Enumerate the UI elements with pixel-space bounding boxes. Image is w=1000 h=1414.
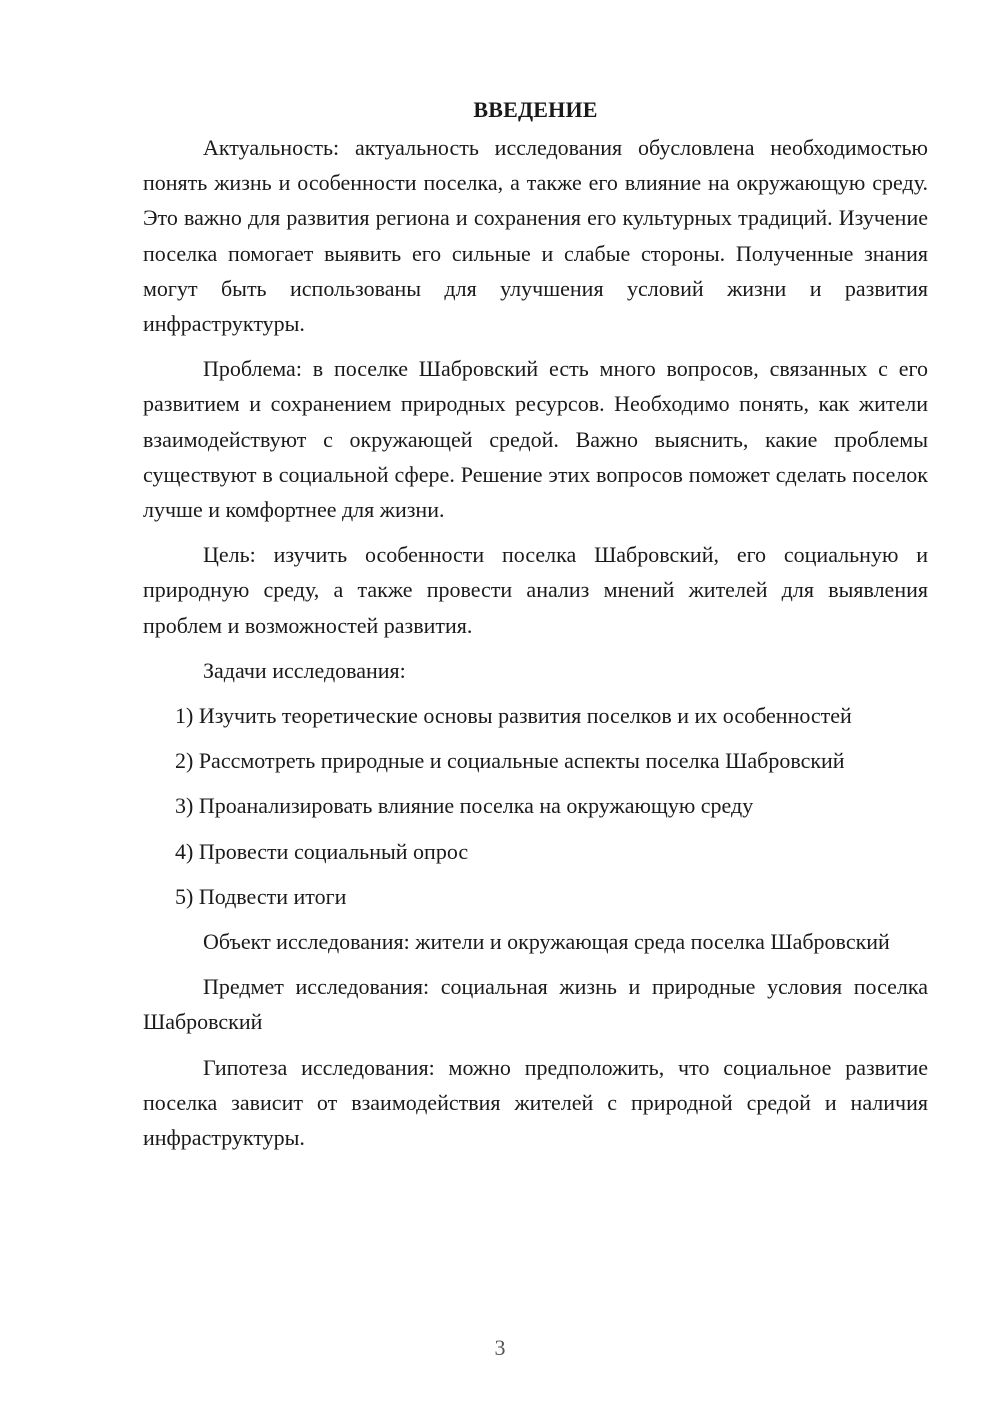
list-item: 5) Подвести итоги [175,883,347,909]
paragraph-goal: Цель: изучить особенности поселка Шабровский, его социальную и природную среду, а также провести анализ мнений жителей для выявления проблем и возможностей развития. [143,542,928,638]
paragraph-subject: Предмет исследования: социальная жизнь и природные условия поселка Шабровский [143,974,928,1035]
paragraph-problem: Проблема: в поселке Шабровский есть много вопросов, связанных с его развитием и сохранением природных ресурсов. Необходимо понять, как жители взаимодействуют с окружающей средой. Важно выяснить, какие проблемы существуют в социальной сфере. Решение этих вопросов поможет сделать поселок лучше и комфортнее для жизни. [143,356,928,523]
tasks-heading: Задачи исследования: [203,657,406,683]
list-item: 3) Проанализировать влияние поселка на окружающую среду [175,793,754,819]
list-item: 2) Рассмотреть природные и социальные аспекты поселка Шабровский [175,748,845,774]
paragraph-relevance: Актуальность: актуальность исследования обусловлена необходимостью понять жизнь и особенности поселка, а также его влияние на окружающую среду. Это важно для развития региона и сохранения его культурных традиций. Изучение поселка помогает выявить его сильные и слабые стороны. Полученные знания могут быть использованы для улучшения условий жизни и развития инфраструктуры. [143,135,928,337]
list-item: 1) Изучить теоретические основы развития поселков и их особенностей [175,703,852,729]
paragraph-object: Объект исследования: жители и окружающая среда поселка Шабровский [203,929,890,955]
paragraph-hypothesis: Гипотеза исследования: можно предположить, что социальное развитие поселка зависит от взаимодействия жителей с природной средой и наличия инфраструктуры. [143,1054,928,1151]
page-number: 3 [494,1335,506,1360]
list-item: 4) Провести социальный опрос [175,838,469,864]
page-title: ВВЕДЕНИЕ [473,97,598,122]
tasks-list [143,698,928,914]
document-body [143,92,928,1165]
